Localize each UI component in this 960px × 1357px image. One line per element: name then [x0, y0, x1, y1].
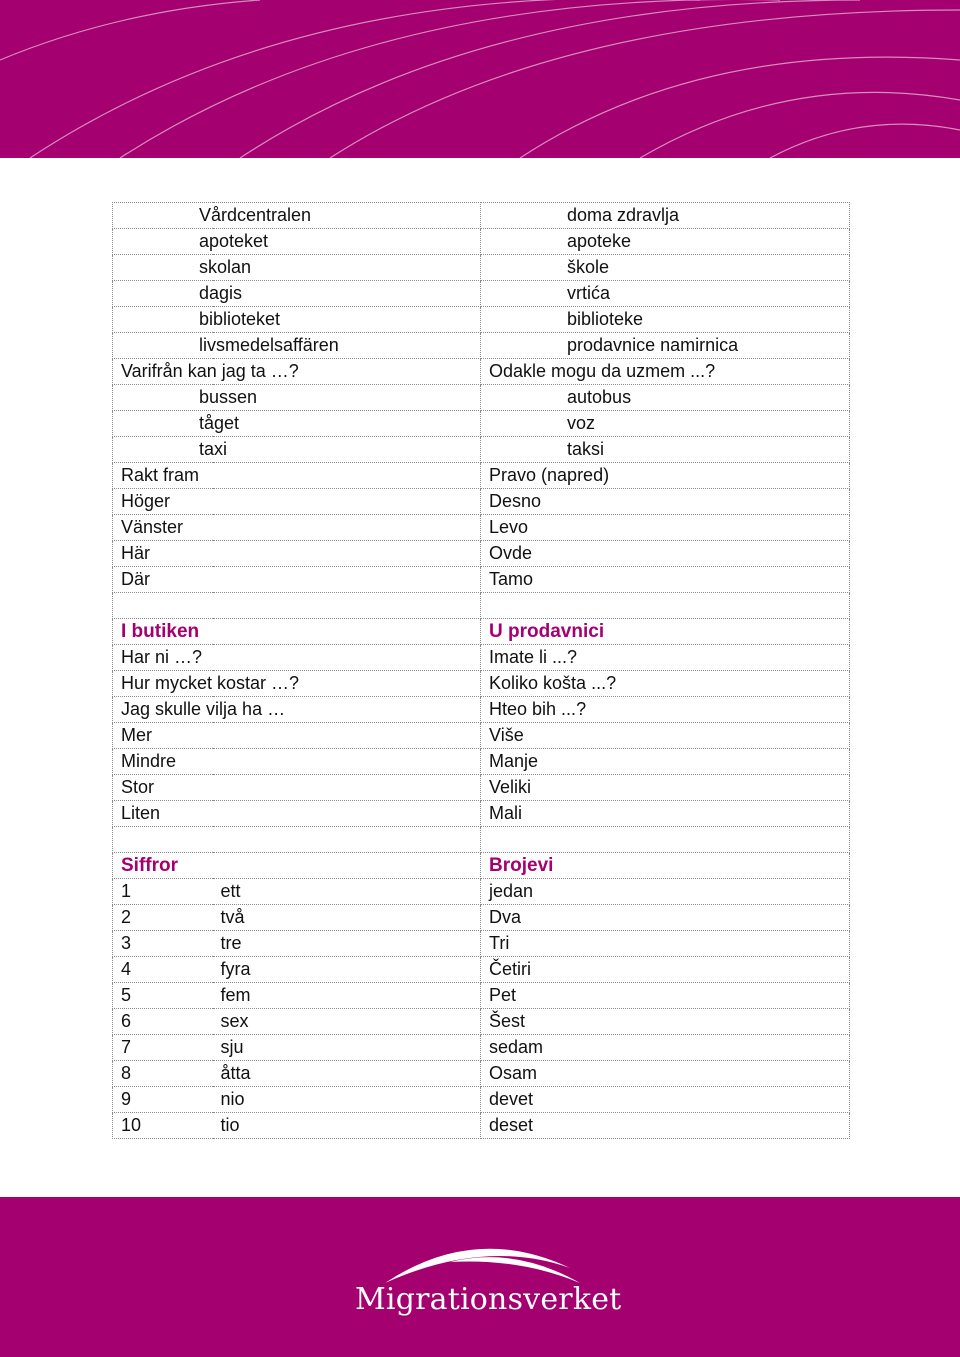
serbian-term: Veliki: [481, 775, 850, 801]
table-row: [113, 437, 850, 463]
digit: 6: [113, 1009, 213, 1035]
serbian-term: Više: [481, 723, 850, 749]
swedish-term: Där: [113, 567, 481, 593]
table-row: [113, 307, 850, 333]
swedish-number-word: sex: [213, 1009, 481, 1035]
table-row: [113, 385, 850, 411]
digit: 2: [113, 905, 213, 931]
serbian-question: Odakle mogu da uzmem ...?: [481, 359, 850, 385]
digit: 5: [113, 983, 213, 1009]
table-row: [113, 255, 850, 281]
serbian-number-word: jedan: [481, 879, 850, 905]
table-row: [113, 567, 850, 593]
serbian-term: autobus: [481, 385, 850, 411]
table-row: [113, 619, 850, 645]
table-row: [113, 333, 850, 359]
header-band: [0, 0, 960, 158]
serbian-term: Levo: [481, 515, 850, 541]
number-row: [113, 905, 850, 931]
spacer-row: [113, 827, 850, 853]
swedish-term: bussen: [113, 385, 481, 411]
logo-wordmark: Migrationsverket: [355, 1282, 622, 1317]
swedish-number-word: två: [213, 905, 481, 931]
number-row: [113, 983, 850, 1009]
table-row: [113, 541, 850, 567]
table-row: [113, 359, 850, 385]
serbian-term: Mali: [481, 801, 850, 827]
table-row: [113, 229, 850, 255]
digit: 1: [113, 879, 213, 905]
number-row: [113, 931, 850, 957]
swedish-term: skolan: [113, 255, 481, 281]
logo-arc-icon: [355, 1228, 615, 1288]
serbian-term: prodavnice namirnica: [481, 333, 850, 359]
table-row: [113, 801, 850, 827]
table-row: [113, 463, 850, 489]
swedish-number-word: fyra: [213, 957, 481, 983]
swedish-question: Varifrån kan jag ta …?: [113, 359, 481, 385]
serbian-term: Tamo: [481, 567, 850, 593]
swedish-number-word: tio: [213, 1113, 481, 1139]
swedish-term: Höger: [113, 489, 481, 515]
digit: 4: [113, 957, 213, 983]
serbian-term: škole: [481, 255, 850, 281]
serbian-number-word: Četiri: [481, 957, 850, 983]
digit: 3: [113, 931, 213, 957]
serbian-term: Pravo (napred): [481, 463, 850, 489]
swedish-term: dagis: [113, 281, 481, 307]
table-row: [113, 411, 850, 437]
digit: 8: [113, 1061, 213, 1087]
swedish-number-word: sju: [213, 1035, 481, 1061]
number-row: [113, 957, 850, 983]
serbian-term: Koliko košta ...?: [481, 671, 850, 697]
digit: 7: [113, 1035, 213, 1061]
swedish-term: livsmedelsaffären: [113, 333, 481, 359]
swedish-term: Liten: [113, 801, 481, 827]
table-row: [113, 697, 850, 723]
spacer-row: [113, 593, 850, 619]
swedish-term: apoteket: [113, 229, 481, 255]
decorative-curves-graphic: [0, 0, 960, 158]
swedish-number-word: fem: [213, 983, 481, 1009]
serbian-term: biblioteke: [481, 307, 850, 333]
serbian-term: Manje: [481, 749, 850, 775]
swedish-term: Mindre: [113, 749, 481, 775]
swedish-term: Stor: [113, 775, 481, 801]
table-row: [113, 749, 850, 775]
table-row: [113, 723, 850, 749]
section-heading-serbian: Brojevi: [481, 853, 850, 879]
empty-cell: [113, 827, 481, 853]
serbian-number-word: Tri: [481, 931, 850, 957]
migrationsverket-logo: [355, 1228, 622, 1328]
swedish-term: taxi: [113, 437, 481, 463]
section-heading-swedish: Siffror: [113, 853, 481, 879]
swedish-number-word: åtta: [213, 1061, 481, 1087]
serbian-number-word: Dva: [481, 905, 850, 931]
serbian-term: Desno: [481, 489, 850, 515]
table-row: [113, 515, 850, 541]
table-row: [113, 671, 850, 697]
swedish-term: Mer: [113, 723, 481, 749]
serbian-number-word: devet: [481, 1087, 850, 1113]
table-row: [113, 853, 850, 879]
swedish-term: Hur mycket kostar …?: [113, 671, 481, 697]
swedish-term: biblioteket: [113, 307, 481, 333]
serbian-term: vrtića: [481, 281, 850, 307]
number-row: [113, 1035, 850, 1061]
serbian-number-word: Pet: [481, 983, 850, 1009]
swedish-number-word: tre: [213, 931, 481, 957]
swedish-term: Vårdcentralen: [113, 203, 481, 229]
empty-cell: [481, 827, 850, 853]
number-row: [113, 1061, 850, 1087]
empty-cell: [113, 593, 481, 619]
swedish-term: Här: [113, 541, 481, 567]
phrase-table: [112, 202, 850, 1139]
serbian-term: voz: [481, 411, 850, 437]
serbian-number-word: Šest: [481, 1009, 850, 1035]
section-heading-serbian: U prodavnici: [481, 619, 850, 645]
table-row: [113, 645, 850, 671]
number-row: [113, 1113, 850, 1139]
section-heading-swedish: I butiken: [113, 619, 481, 645]
serbian-term: Imate li ...?: [481, 645, 850, 671]
serbian-term: doma zdravlja: [481, 203, 850, 229]
swedish-term: Jag skulle vilja ha …: [113, 697, 481, 723]
number-row: [113, 879, 850, 905]
table-row: [113, 203, 850, 229]
swedish-term: Vänster: [113, 515, 481, 541]
swedish-number-word: ett: [213, 879, 481, 905]
serbian-term: Hteo bih ...?: [481, 697, 850, 723]
serbian-term: taksi: [481, 437, 850, 463]
serbian-term: Ovde: [481, 541, 850, 567]
serbian-number-word: Osam: [481, 1061, 850, 1087]
number-row: [113, 1009, 850, 1035]
swedish-term: tåget: [113, 411, 481, 437]
serbian-number-word: deset: [481, 1113, 850, 1139]
serbian-number-word: sedam: [481, 1035, 850, 1061]
number-row: [113, 1087, 850, 1113]
swedish-number-word: nio: [213, 1087, 481, 1113]
digit: 9: [113, 1087, 213, 1113]
table-row: [113, 775, 850, 801]
swedish-term: Rakt fram: [113, 463, 481, 489]
swedish-term: Har ni …?: [113, 645, 481, 671]
serbian-term: apoteke: [481, 229, 850, 255]
digit: 10: [113, 1113, 213, 1139]
table-row: [113, 489, 850, 515]
empty-cell: [481, 593, 850, 619]
table-row: [113, 281, 850, 307]
